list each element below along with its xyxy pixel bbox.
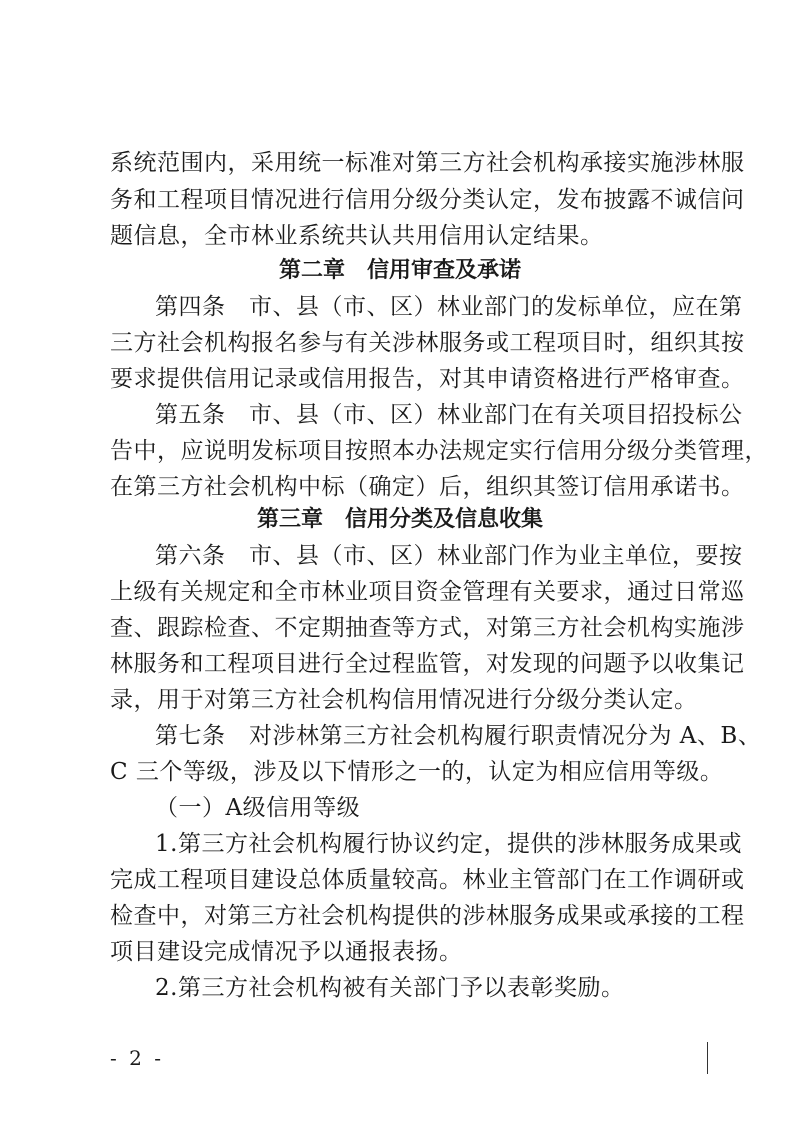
intro-line-1: 系统范围内，采用统一标准对第三方社会机构承接实施涉林服 xyxy=(110,150,745,176)
article-6-line-1: 第六条 市、县（市、区）林业部门作为业主单位，要按 xyxy=(155,543,743,569)
intro-line-2: 务和工程项目情况进行信用分级分类认定，发布披露不诚信问 xyxy=(110,187,745,213)
article-7-line-2: C 三个等级，涉及以下情形之一的，认定为相应信用等级。 xyxy=(110,759,724,785)
article-7-line-1: 第七条 对涉林第三方社会机构履行职责情况分为 A、B、 xyxy=(155,723,762,749)
page-number: - 2 - xyxy=(110,1046,164,1070)
item-1-line-1: 1.第三方社会机构履行协议约定，提供的涉林服务成果或 xyxy=(155,831,742,857)
item-1-line-2: 完成工程项目建设总体质量较高。林业主管部门在工作调研或 xyxy=(110,867,745,893)
item-2-line-1: 2.第三方社会机构被有关部门予以表彰奖励。 xyxy=(155,975,625,1001)
article-5-line-3: 在第三方社会机构中标（确定）后，组织其签订信用承诺书。 xyxy=(110,474,745,500)
article-5-line-2: 告中，应说明发标项目按照本办法规定实行信用分级分类管理， xyxy=(110,438,768,464)
article-4-line-3: 要求提供信用记录或信用报告，对其申请资格进行严格审查。 xyxy=(110,366,745,392)
article-4-line-1: 第四条 市、县（市、区）林业部门的发标单位，应在第 xyxy=(155,294,743,320)
article-6-line-2: 上级有关规定和全市林业项目资金管理有关要求，通过日常巡 xyxy=(110,579,745,605)
article-6-line-3: 查、跟踪检查、不定期抽查等方式，对第三方社会机构实施涉 xyxy=(110,615,745,641)
item-1-line-4: 项目建设完成情况予以通报表扬。 xyxy=(110,939,463,965)
article-5-line-1: 第五条 市、县（市、区）林业部门在有关项目招投标公 xyxy=(155,402,743,428)
intro-line-3: 题信息，全市林业系统共认共用信用认定结果。 xyxy=(110,223,604,249)
binding-margin-rule xyxy=(707,1042,708,1074)
item-1-line-3: 检查中，对第三方社会机构提供的涉林服务成果或承接的工程 xyxy=(110,903,745,929)
article-4-line-2: 三方社会机构报名参与有关涉林服务或工程项目时，组织其按 xyxy=(110,330,745,356)
grade-a-heading: （一）A级信用等级 xyxy=(155,795,361,821)
chapter-3-title: 第三章 信用分类及信息收集 xyxy=(256,507,543,532)
chapter-2-title: 第二章 信用审查及承诺 xyxy=(278,258,521,283)
article-6-line-4: 林服务和工程项目进行全过程监管，对发现的问题予以收集记 xyxy=(110,651,745,677)
article-6-line-5: 录，用于对第三方社会机构信用情况进行分级分类认定。 xyxy=(110,687,698,713)
